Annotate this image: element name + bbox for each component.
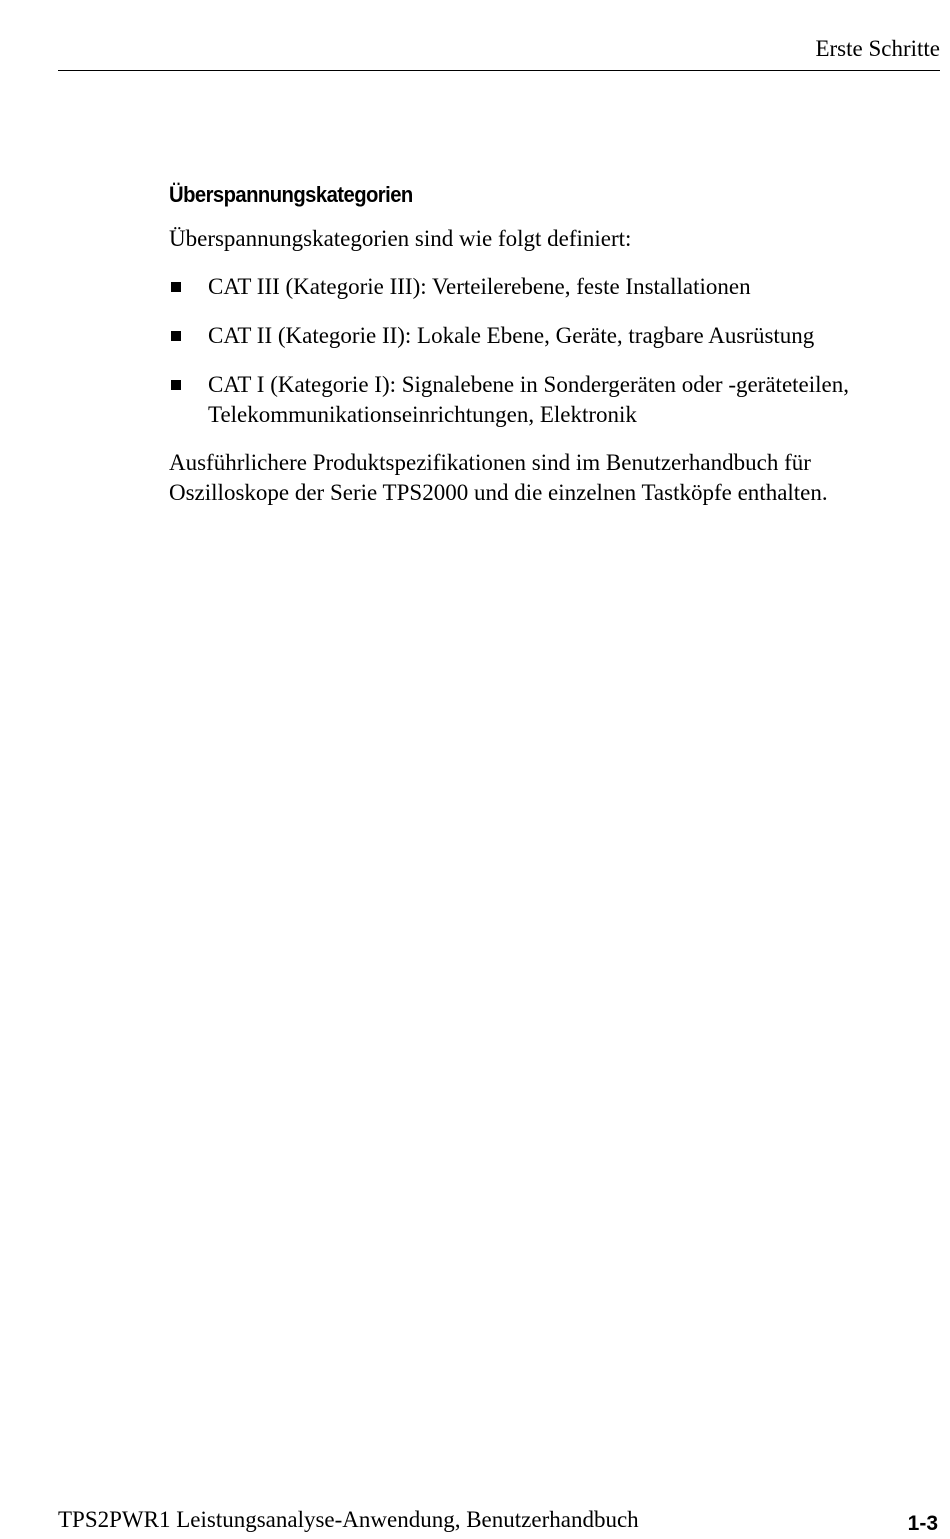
square-bullet-icon — [171, 380, 181, 390]
square-bullet-icon — [171, 282, 181, 292]
footer-manual-title: TPS2PWR1 Leistungsanalyse-Anwendung, Benutzerhandbuch — [58, 1507, 639, 1532]
list-item-text: CAT II (Kategorie II): Lokale Ebene, Geräte, tragbare Ausrüstung — [208, 323, 815, 348]
square-bullet-icon — [171, 331, 181, 341]
list-item — [169, 321, 909, 351]
list-item-text: CAT III (Kategorie III): Verteilerebene, feste Installationen — [208, 274, 751, 299]
category-list — [169, 272, 909, 430]
list-item-text: CAT I (Kategorie I): Signalebene in Sondergeräten oder -geräteteilen, Telekommunikationseinrichtungen, Elektronik — [208, 372, 849, 427]
list-item — [169, 370, 909, 430]
closing-paragraph: Ausführlichere Produktspezifikationen sind im Benutzerhandbuch für Oszilloskope der Serie TPS2000 und die einzelnen Tastköpfe enthalten. — [169, 450, 828, 505]
intro-paragraph: Überspannungskategorien sind wie folgt definiert: — [169, 226, 632, 251]
page-number: 1-3 — [907, 1512, 938, 1535]
header-divider — [58, 70, 940, 71]
running-header-title: Erste Schritte — [815, 36, 940, 61]
section-heading: Überspannungskategorien — [169, 182, 413, 207]
main-content — [169, 178, 909, 508]
list-item — [169, 272, 909, 302]
